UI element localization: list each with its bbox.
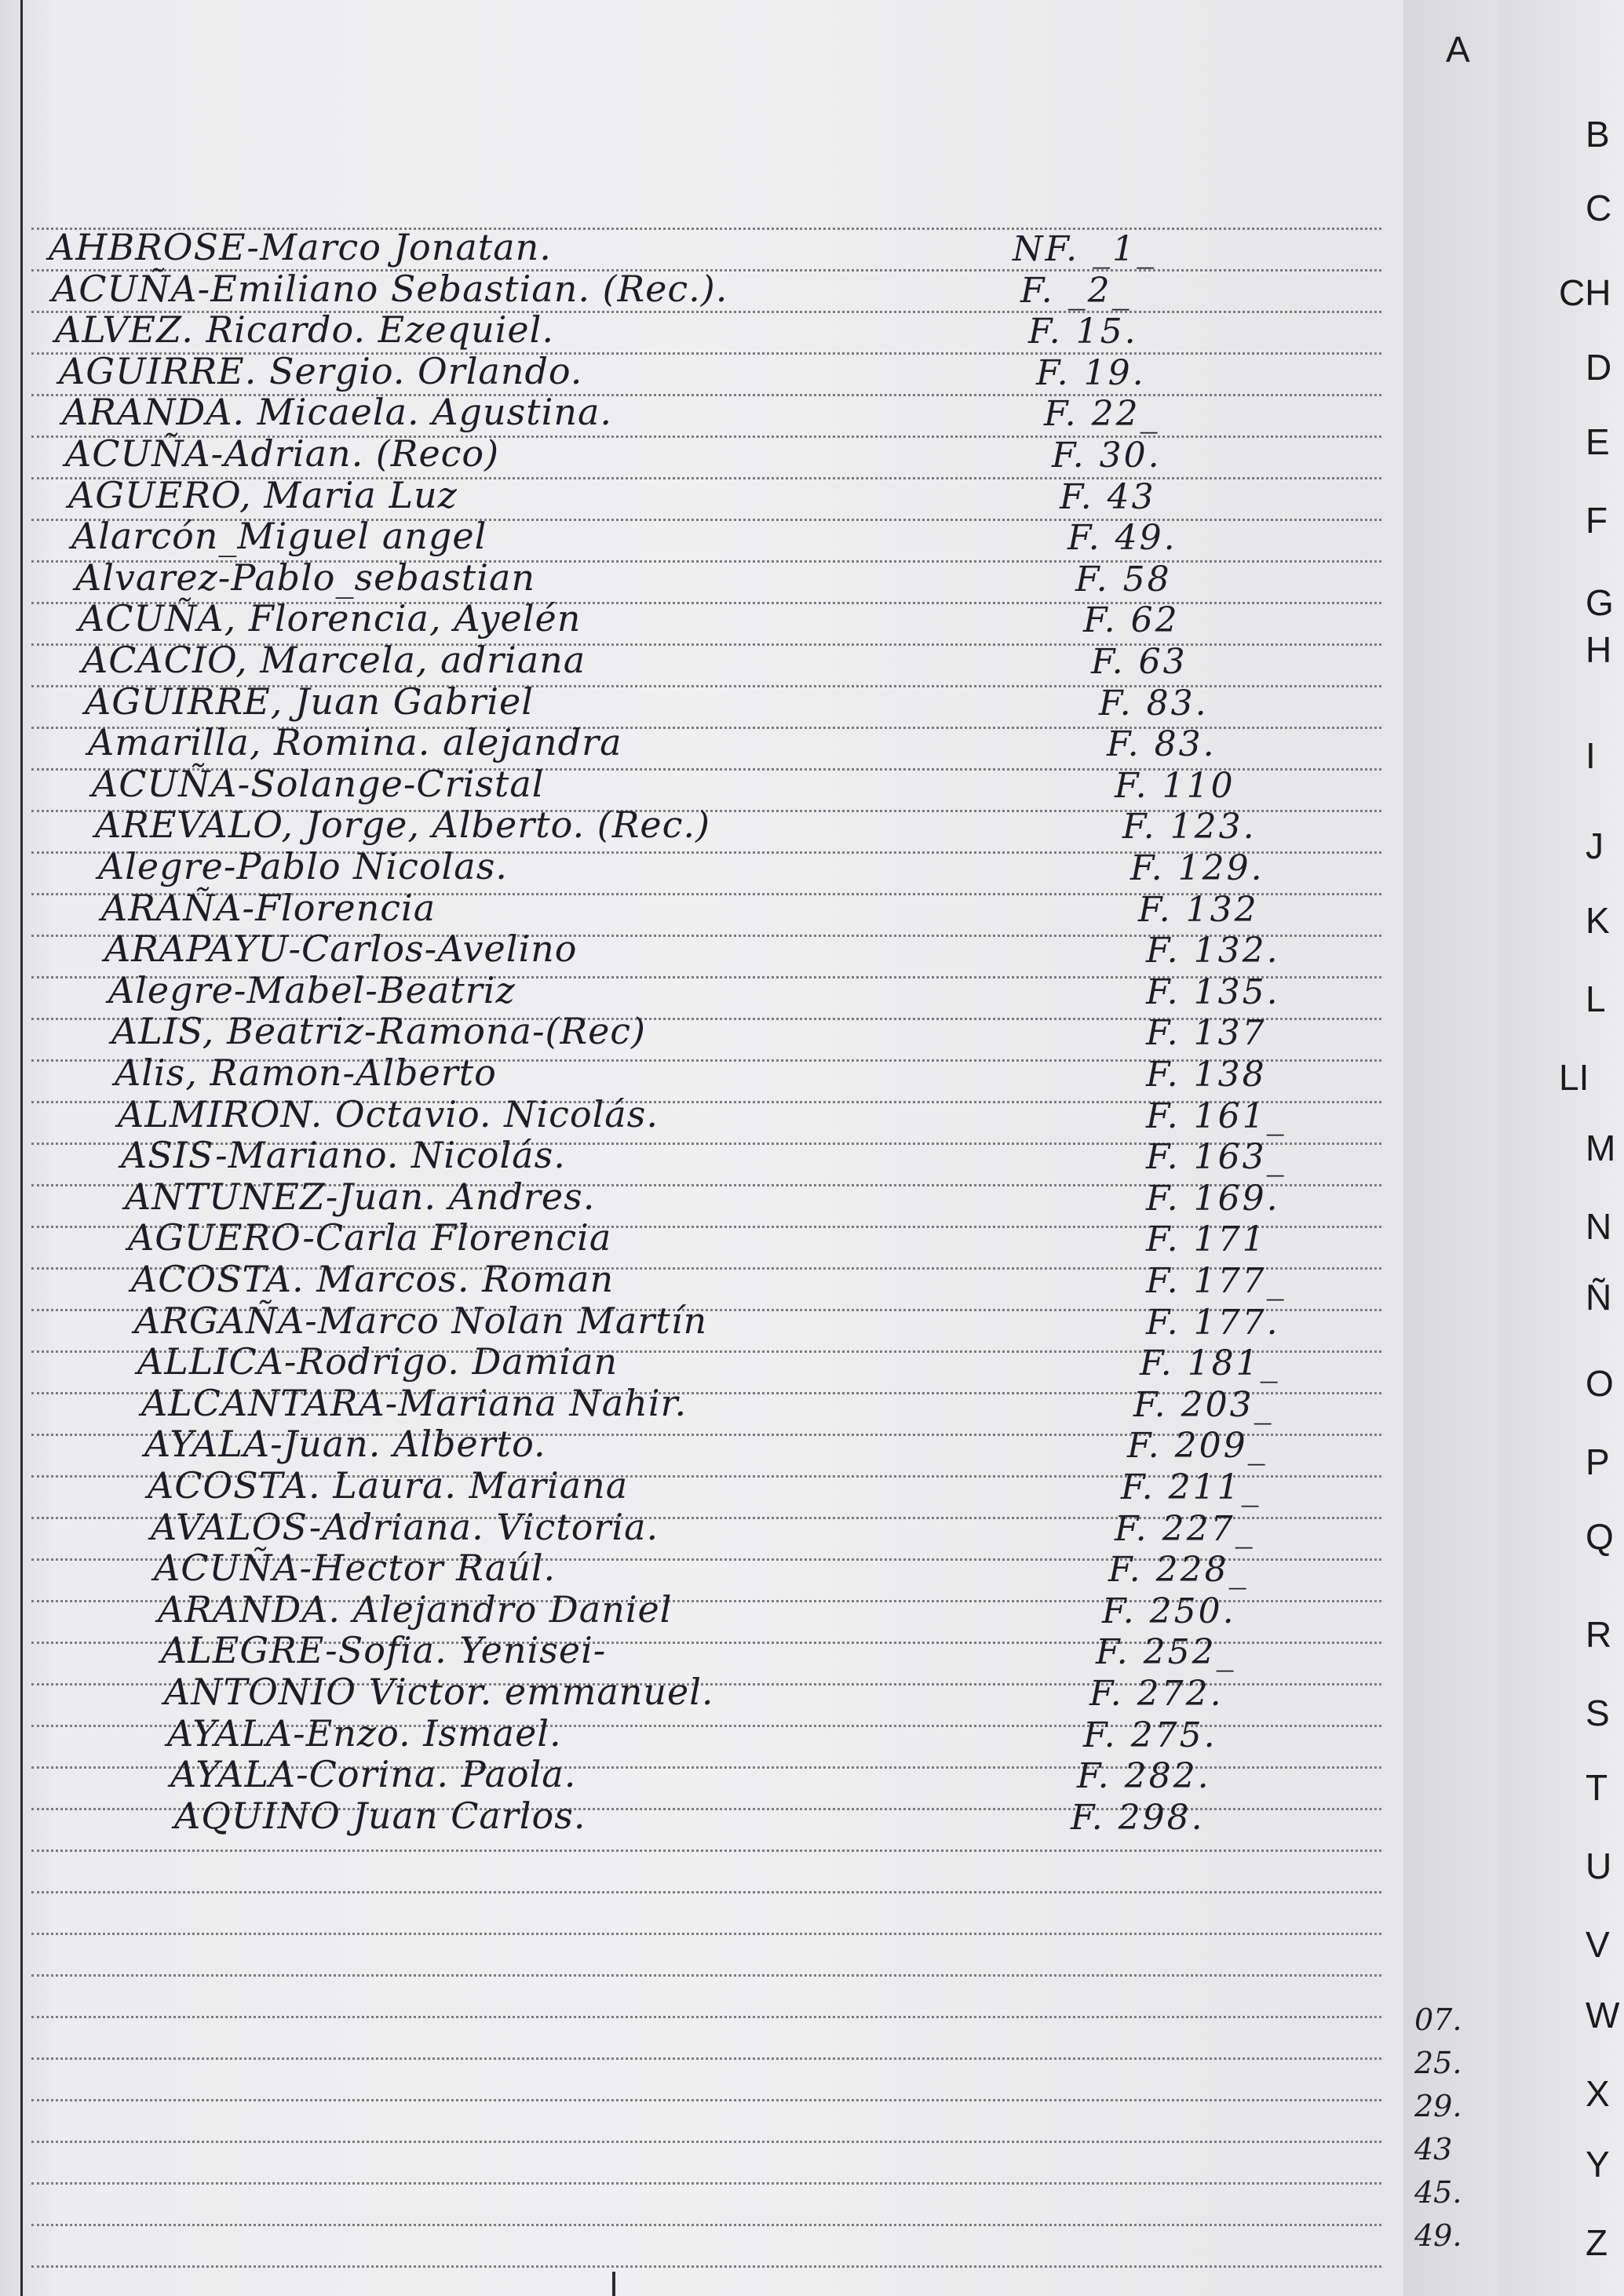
index-tab-letter[interactable]: A	[1446, 29, 1470, 70]
margin-number: 49.	[1414, 2218, 1462, 2253]
entry-folio: F. 137	[1146, 1013, 1267, 1054]
entry-name: ACUÑA-Solange-Cristal	[92, 762, 545, 805]
entry-name: ACACIO, Marcela, adriana	[82, 639, 586, 681]
entry-folio: F. 63	[1091, 642, 1188, 682]
entry-folio: F. 15.	[1028, 312, 1138, 352]
ruled-line	[31, 2141, 1381, 2143]
entry-name: ALLICA-Rodrigo. Damian	[137, 1340, 619, 1383]
entry-name: AREVALO, Jorge, Alberto. (Rec.)	[95, 804, 710, 847]
entry-folio: F. 58	[1075, 559, 1172, 600]
index-tab-letter[interactable]: CH	[1559, 272, 1611, 313]
entry-folio: F. 298.	[1071, 1797, 1205, 1838]
ruled-line	[31, 2099, 1381, 2101]
index-tab-letter[interactable]: B	[1586, 114, 1610, 155]
entry-folio: F. 83.	[1099, 683, 1209, 723]
index-tab-letter[interactable]: H	[1586, 629, 1612, 670]
index-tab-letter[interactable]: D	[1586, 347, 1612, 388]
index-tab-letter[interactable]: O	[1586, 1363, 1614, 1404]
index-tab-letter[interactable]: Ñ	[1586, 1277, 1612, 1317]
ruled-line	[31, 2265, 1381, 2268]
entry-folio: F. 227_	[1115, 1508, 1255, 1549]
entry-name: ALCANTARA-Mariana Nahir.	[141, 1381, 688, 1424]
entry-folio: F. 211_	[1121, 1467, 1261, 1507]
entry-folio: F. 19.	[1036, 352, 1146, 393]
ruled-line	[31, 1974, 1381, 1977]
entry-folio: F. 138	[1146, 1055, 1267, 1095]
entry-name: AVALOS-Adriana. Victoria.	[151, 1505, 659, 1548]
entry-name: Alvarez-Pablo_sebastian	[75, 556, 536, 599]
index-tab-letter[interactable]: C	[1586, 188, 1612, 228]
entry-name: AYALA-Corina. Paola.	[170, 1753, 577, 1796]
pen-mark	[612, 2272, 615, 2296]
margin-number: 07.	[1414, 2003, 1462, 2037]
entry-name: ACOSTA. Laura. Mariana	[148, 1464, 629, 1507]
ruled-line	[31, 2016, 1381, 2018]
index-tab-letter[interactable]: F	[1586, 500, 1608, 541]
margin-number: 43	[1414, 2132, 1453, 2167]
entry-folio: F. 132	[1138, 889, 1259, 930]
binding-line	[20, 0, 23, 2296]
margin-number: 45.	[1414, 2175, 1462, 2210]
entry-name: AGUIRRE. Sergio. Orlando.	[59, 349, 583, 392]
margin-column	[1403, 0, 1498, 2296]
index-tab-letter[interactable]: T	[1586, 1767, 1608, 1808]
index-tab-letter[interactable]: W	[1586, 1995, 1620, 2035]
entry-name: ACUÑA-Hector Raúl.	[154, 1547, 557, 1590]
entry-name: ACUÑA, Florencia, Ayelén	[78, 597, 582, 640]
ruled-line	[31, 1933, 1381, 1935]
entry-folio: F. 252_	[1096, 1632, 1236, 1673]
entry-name: ARAPAYU-Carlos-Avelino	[104, 928, 578, 971]
entry-name: ACOSTA. Marcos. Roman	[131, 1258, 615, 1300]
entry-folio: F. 129.	[1130, 848, 1265, 888]
entry-folio: F. 132.	[1146, 931, 1280, 971]
entry-name: ARANDA. Micaela. Agustina.	[62, 391, 613, 434]
entry-name: AHBROSE-Marco Jonatan.	[49, 226, 552, 268]
index-tab-letter[interactable]: E	[1586, 421, 1610, 462]
entry-name: Alis, Ramon-Alberto	[115, 1051, 497, 1094]
entry-folio: NF. _1_	[1013, 229, 1157, 269]
index-tab-letter[interactable]: U	[1586, 1846, 1612, 1886]
entry-name: ARAÑA-Florencia	[101, 886, 436, 929]
entry-name: ARGAÑA-Marco Nolan Martín	[134, 1299, 708, 1342]
ruled-line	[31, 2224, 1381, 2226]
entry-name: AQUINO Juan Carlos.	[174, 1794, 586, 1837]
entry-name: Alegre-Mabel-Beatriz	[108, 968, 516, 1011]
entry-name: AGUIRRE, Juan Gabriel	[85, 680, 534, 723]
entry-folio: F. 177.	[1146, 1302, 1280, 1343]
entry-name: ASIS-Mariano. Nicolás.	[121, 1134, 566, 1177]
index-tab-letter[interactable]: V	[1586, 1924, 1610, 1965]
entry-folio: F. 161_	[1146, 1095, 1286, 1136]
entry-folio: F. 22_	[1044, 394, 1160, 435]
entry-name: ALMIRON. Octavio. Nicolás.	[118, 1092, 659, 1135]
entry-folio: F. 250.	[1102, 1591, 1236, 1631]
entry-folio: F. 83.	[1107, 724, 1217, 765]
entry-name: ALIS, Beatriz-Ramona-(Rec)	[111, 1010, 647, 1053]
entry-name: ACUÑA-Emiliano Sebastian. (Rec.).	[52, 267, 728, 310]
index-tab-letter[interactable]: J	[1586, 825, 1604, 866]
entry-name: ALVEZ. Ricardo. Ezequiel.	[55, 308, 554, 352]
index-tab-letter[interactable]: M	[1586, 1128, 1616, 1168]
ruled-line	[31, 2182, 1381, 2185]
entry-name: Alegre-Pablo Nicolas.	[98, 845, 508, 887]
entry-name: Alarcón_Miguel angel	[71, 515, 487, 558]
entry-name: AYALA-Juan. Alberto.	[144, 1423, 546, 1466]
entry-folio: F. 275.	[1083, 1715, 1217, 1755]
index-tab-letter[interactable]: K	[1586, 900, 1610, 941]
index-tab-letter[interactable]: Z	[1586, 2222, 1608, 2263]
entry-folio: F. 282.	[1077, 1756, 1211, 1797]
margin-number: 29.	[1414, 2089, 1462, 2123]
entry-folio: F. 177_	[1146, 1261, 1286, 1301]
entry-folio: F. 181_	[1140, 1343, 1280, 1384]
entry-folio: F. 272.	[1089, 1674, 1224, 1714]
index-tab-letter[interactable]: Y	[1586, 2144, 1610, 2185]
index-tab-letter[interactable]: N	[1586, 1206, 1612, 1247]
index-tab-letter[interactable]: R	[1586, 1614, 1612, 1655]
entry-folio: F. 135.	[1146, 971, 1280, 1012]
index-tab-letter[interactable]: P	[1586, 1441, 1610, 1482]
index-tab-letter[interactable]: Q	[1586, 1516, 1614, 1557]
entry-name: ALEGRE-Sofia. Yenisei-	[161, 1629, 607, 1672]
ruled-line	[31, 2057, 1381, 2060]
entry-name: ACUÑA-Adrian. (Reco)	[65, 432, 500, 475]
index-tab-letter[interactable]: G	[1586, 582, 1614, 623]
index-tab-letter[interactable]: I	[1586, 735, 1596, 776]
entry-name: AYALA-Enzo. Ismael.	[167, 1711, 562, 1755]
entry-folio: F. 62	[1083, 600, 1180, 641]
ruled-line	[31, 1891, 1381, 1893]
entry-folio: F. 171	[1146, 1219, 1267, 1260]
entry-folio: F. 203_	[1133, 1384, 1274, 1425]
entry-folio: F. 30.	[1052, 436, 1162, 476]
margin-number: 25.	[1414, 2046, 1462, 2080]
entry-folio: F. 209_	[1127, 1426, 1268, 1467]
entry-folio: F. 123.	[1122, 807, 1257, 847]
entry-name: Amarilla, Romina. alejandra	[88, 721, 622, 764]
index-tab-letter[interactable]: LI	[1559, 1057, 1589, 1098]
alphabet-index-tabs	[1446, 0, 1624, 2296]
entry-folio: F. 49.	[1067, 518, 1177, 559]
entry-name: AGUERO-Carla Florencia	[128, 1216, 612, 1259]
entry-folio: F. _2_	[1020, 270, 1132, 311]
ruled-line	[31, 1850, 1381, 1852]
entry-name: ANTUNEZ-Juan. Andres.	[125, 1175, 596, 1218]
entry-folio: F. 43	[1060, 476, 1156, 517]
entry-folio: F. 169.	[1146, 1178, 1280, 1219]
index-tab-letter[interactable]: L	[1586, 979, 1606, 1019]
entry-folio: F. 228_	[1108, 1550, 1249, 1591]
entry-name: ARANDA. Alejandro Daniel	[158, 1587, 673, 1631]
index-tab-letter[interactable]: X	[1586, 2073, 1610, 2114]
entry-folio: F. 163_	[1146, 1137, 1286, 1178]
entry-name: AGUERO, Maria Luz	[68, 473, 458, 516]
entry-name: ANTONIO Victor. emmanuel.	[164, 1671, 714, 1713]
index-tab-letter[interactable]: S	[1586, 1693, 1610, 1733]
entry-folio: F. 110	[1115, 765, 1235, 806]
